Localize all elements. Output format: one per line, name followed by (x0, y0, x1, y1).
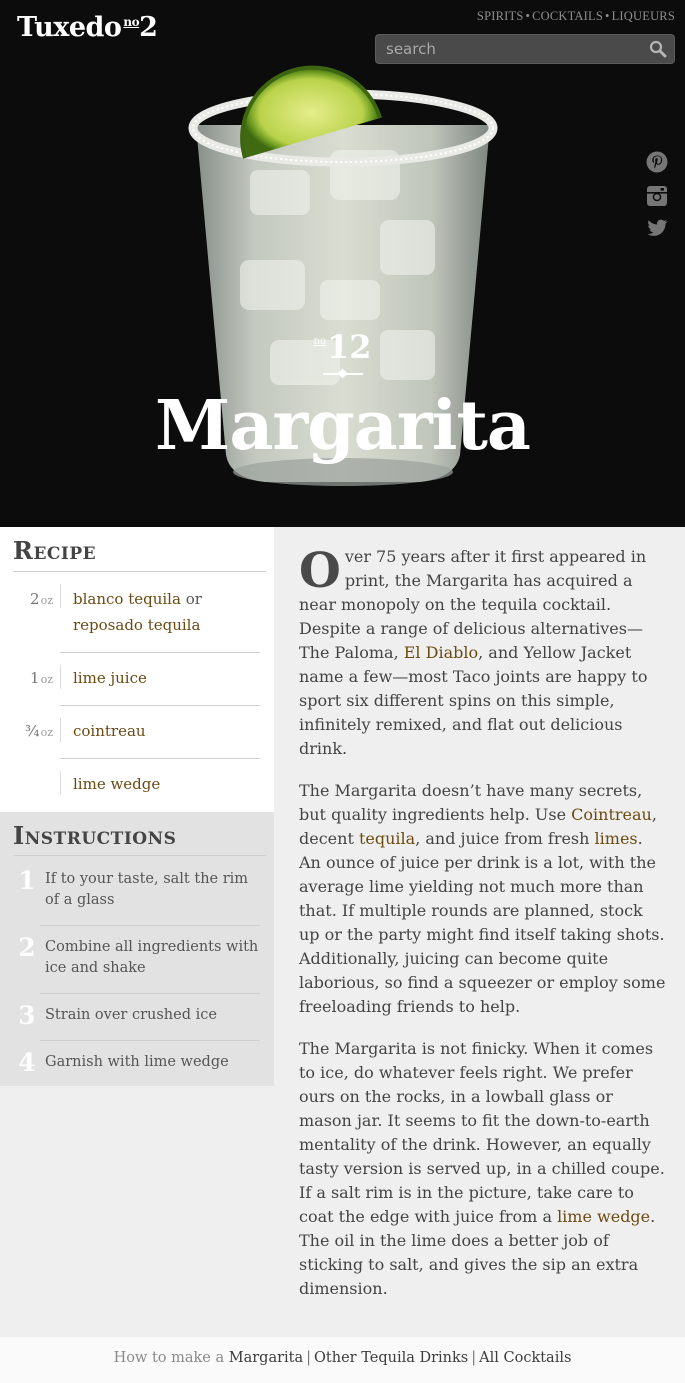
nav-separator: • (605, 9, 610, 23)
ingredient-separator (60, 665, 61, 689)
ingredient-link-cointreau[interactable]: cointreau (73, 722, 146, 740)
link-el-diablo[interactable]: El Diablo (403, 643, 479, 662)
instructions-panel (0, 812, 274, 1086)
ingredient-link-blanco-tequila[interactable]: blanco tequila (73, 590, 181, 608)
article-paragraph: Over 75 years after it first appeared in print, the Margarita has acquired a near monopoly on the tequila cocktail. Despite a range of delicious alternatives—The Paloma, El Diablo, and Yellow Jacket name a few—most Taco joints are happy to sport six different spins on this simple, infinitely remixed, and flat out delicious drink. (299, 543, 648, 758)
recipe-panel (0, 527, 274, 812)
link-lime-wedge[interactable]: lime wedge (557, 1207, 651, 1226)
ingredient-name: blanco tequila or reposado tequila (73, 590, 202, 634)
footer-link-margarita[interactable]: Margarita (228, 1350, 304, 1366)
link-limes[interactable]: limes (594, 829, 638, 848)
ingredient-separator (60, 718, 61, 742)
nav-spirits[interactable]: SPIRITS (476, 9, 524, 23)
step-number: 2 (18, 933, 36, 962)
footer-link-all-cocktails[interactable]: All Cocktails (479, 1350, 572, 1366)
footer-prefix: How to make a (113, 1350, 225, 1366)
footer-link-tequila-drinks[interactable]: Other Tequila Drinks (314, 1350, 469, 1366)
step-number: 4 (18, 1048, 36, 1077)
drink-number-value: 12 (326, 328, 372, 366)
drink-number (0, 328, 685, 366)
ingredient-amount: ¾oz (25, 722, 53, 740)
divider (60, 758, 260, 759)
twitter-icon[interactable] (645, 216, 669, 240)
divider (60, 652, 260, 653)
nav-liqueurs[interactable]: LIQUEURS (611, 9, 675, 23)
drink-number-prefix: no (313, 336, 326, 347)
instagram-icon[interactable] (645, 184, 669, 208)
footer-separator: | (471, 1350, 477, 1366)
step-text: Garnish with lime wedge (45, 1054, 229, 1070)
divider (60, 705, 260, 706)
ingredient-separator (60, 771, 61, 795)
instructions-heading: Instructions (13, 821, 177, 850)
step-text: Strain over crushed ice (45, 1007, 217, 1023)
divider (13, 855, 266, 856)
ingredient-link-lime-wedge[interactable]: lime wedge (73, 775, 161, 793)
ingredient-amount: 1oz (30, 669, 53, 687)
article-paragraph: The Margarita doesn’t have many secrets, but quality ingredients help. Use Cointreau, decent tequila, and juice from fresh limes. An ounce of juice per drink is a lot, with the average lime yielding not much more than that. If multiple rounds are planned, stock up or the party might find itself taking shots. Additionally, juicing can become quite laborious, so find a squeezer or employ some freeloading friends to help. (299, 781, 666, 1016)
search-box (375, 34, 675, 64)
step-number: 3 (18, 1001, 36, 1030)
ingredient-link-lime-juice[interactable]: lime juice (73, 669, 147, 687)
search-icon[interactable] (649, 40, 667, 58)
step-text: Combine all ingredients with ice and shake (45, 939, 259, 976)
link-cointreau[interactable]: Cointreau (571, 805, 652, 824)
nav-separator: • (525, 9, 531, 23)
ingredient-link-reposado-tequila[interactable]: reposado tequila (73, 616, 201, 634)
divider (40, 1040, 260, 1041)
ingredient-separator (60, 584, 61, 608)
divider (13, 571, 266, 572)
ingredient-amount: 2oz (30, 590, 53, 608)
recipe-heading: Recipe (13, 536, 97, 565)
divider (40, 993, 260, 994)
step-text: If to your taste, salt the rim of a glass (45, 871, 249, 908)
divider (40, 925, 260, 926)
search-input[interactable] (376, 35, 646, 63)
footer-separator: | (306, 1350, 312, 1366)
site-logo[interactable] (17, 12, 157, 43)
nav-cocktails[interactable]: COCKTAILS (532, 9, 604, 23)
pinterest-icon[interactable] (645, 150, 669, 174)
step-number: 1 (18, 866, 36, 895)
logo-text: Tuxedo (17, 12, 122, 43)
drop-cap: O (299, 543, 341, 599)
hero-banner (0, 0, 685, 527)
footer-breadcrumb (0, 1337, 685, 1383)
page-title: Margarita (155, 386, 530, 466)
article-body (299, 545, 667, 1319)
top-nav (477, 9, 675, 24)
link-tequila[interactable]: tequila (358, 829, 416, 848)
title-divider (323, 373, 363, 375)
article-paragraph: The Margarita is not finicky. When it comes to ice, do whatever feels right. We prefer ours on the rocks, in a lowball glass or mason jar. It seems to fit the down-to-earth mentality of the drink. However, an equally tasty version is served up, in a chilled coupe. If a salt rim is in the picture, take care to coat the edge with juice from a lime wedge. The oil in the lime does a better job of sticking to salt, and gives the sip an extra dimension. (299, 1039, 665, 1298)
logo-no: no (123, 15, 140, 29)
logo-number: 2 (139, 12, 158, 43)
